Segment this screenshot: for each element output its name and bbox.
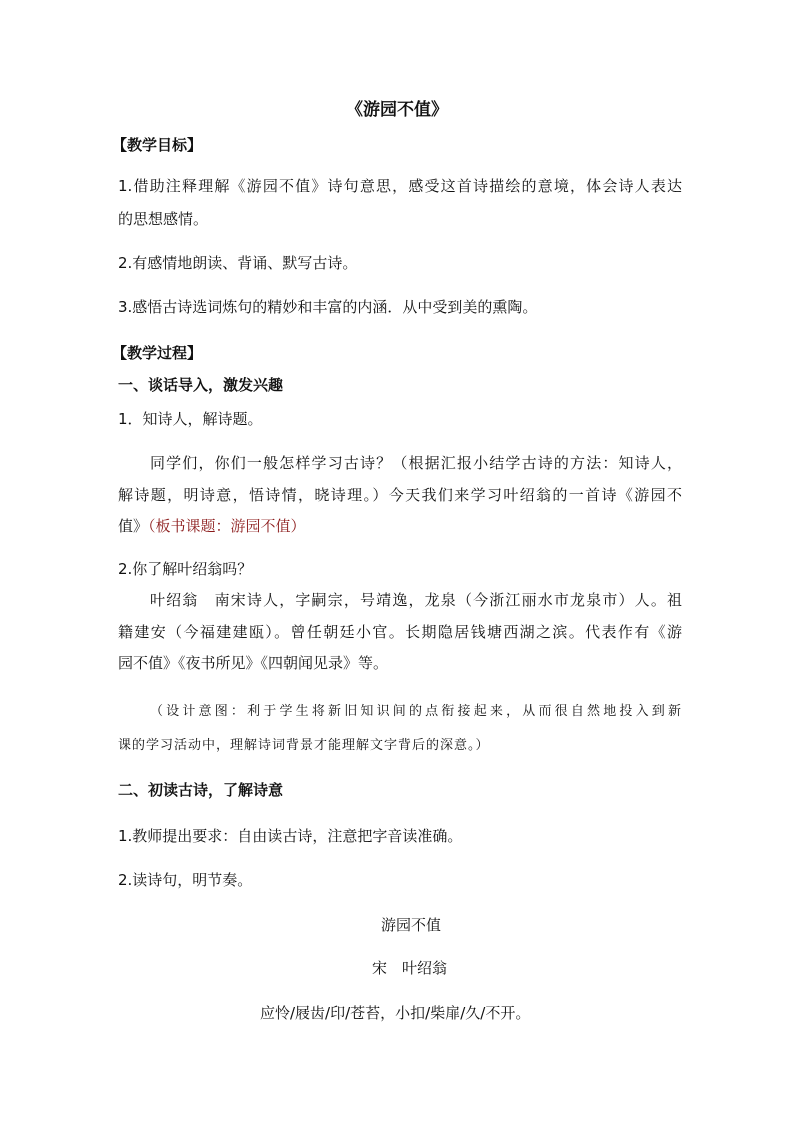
- section-2-step-1: 1.教师提出要求：自由读古诗，注意把字音读准确。: [118, 827, 463, 845]
- goals-heading: 【教学目标】: [112, 136, 203, 154]
- goal-3: 3.感悟古诗选词炼句的精妙和丰富的内涵．从中受到美的熏陶。: [118, 298, 538, 316]
- poem-line-1: 应怜/屐齿/印/苍苔，小扣/柴扉/久/不开。: [260, 1004, 531, 1022]
- section-2-title: 二、初读古诗，了解诗意: [118, 781, 284, 799]
- intro-paragraph-line-2: 解诗题，明诗意，悟诗情，晓诗理。）今天我们来学习叶绍翁的一首诗《游园不: [118, 486, 682, 504]
- design-intent-line-2: 课的学习活动中，理解诗词背景才能理解文字背后的深意。）: [118, 738, 490, 753]
- bio-line-1: 叶绍翁 南宋诗人，字嗣宗，号靖逸，龙泉（今浙江丽水市龙泉市）人。祖: [150, 591, 682, 609]
- goal-2: 2.有感情地朗读、背诵、默写古诗。: [118, 254, 358, 272]
- section-1-title: 一、谈话导入，激发兴趣: [118, 376, 284, 394]
- goal-1-line-1: 1.借助注释理解《游园不值》诗句意思，感受这首诗描绘的意境，体会诗人表达: [118, 177, 682, 195]
- document-title: 《游园不值》: [346, 100, 448, 120]
- intro-paragraph-line-3: [118, 516, 306, 536]
- bio-line-3: 园不值》《夜书所见》《四朝闻见录》等。: [118, 654, 389, 672]
- poem-title: 游园不值: [381, 916, 442, 934]
- section-1-step-2: 2.你了解叶绍翁吗？: [118, 560, 253, 578]
- process-heading: 【教学过程】: [112, 344, 203, 362]
- section-1-step-1: 1．知诗人，解诗题。: [118, 410, 263, 428]
- goal-1-line-2: 的思想感情。: [118, 210, 209, 228]
- intro-text: 值》: [118, 517, 149, 535]
- intro-paragraph-line-1: 同学们，你们一般怎样学习古诗？（根据汇报小结学古诗的方法：知诗人，: [150, 454, 682, 472]
- bio-line-2: 籍建安（今福建建瓯）。曾任朝廷小官。长期隐居钱塘西湖之滨。代表作有《游: [118, 623, 682, 641]
- poem-author: 宋 叶绍翁: [372, 959, 448, 977]
- design-intent-line-1: （设计意图：利于学生将新旧知识间的点衔接起来，从而很自然地投入到新: [150, 704, 682, 719]
- blackboard-note: （板书课题：游园不值）: [148, 517, 306, 535]
- section-2-step-2: 2.读诗句，明节奏。: [118, 871, 253, 889]
